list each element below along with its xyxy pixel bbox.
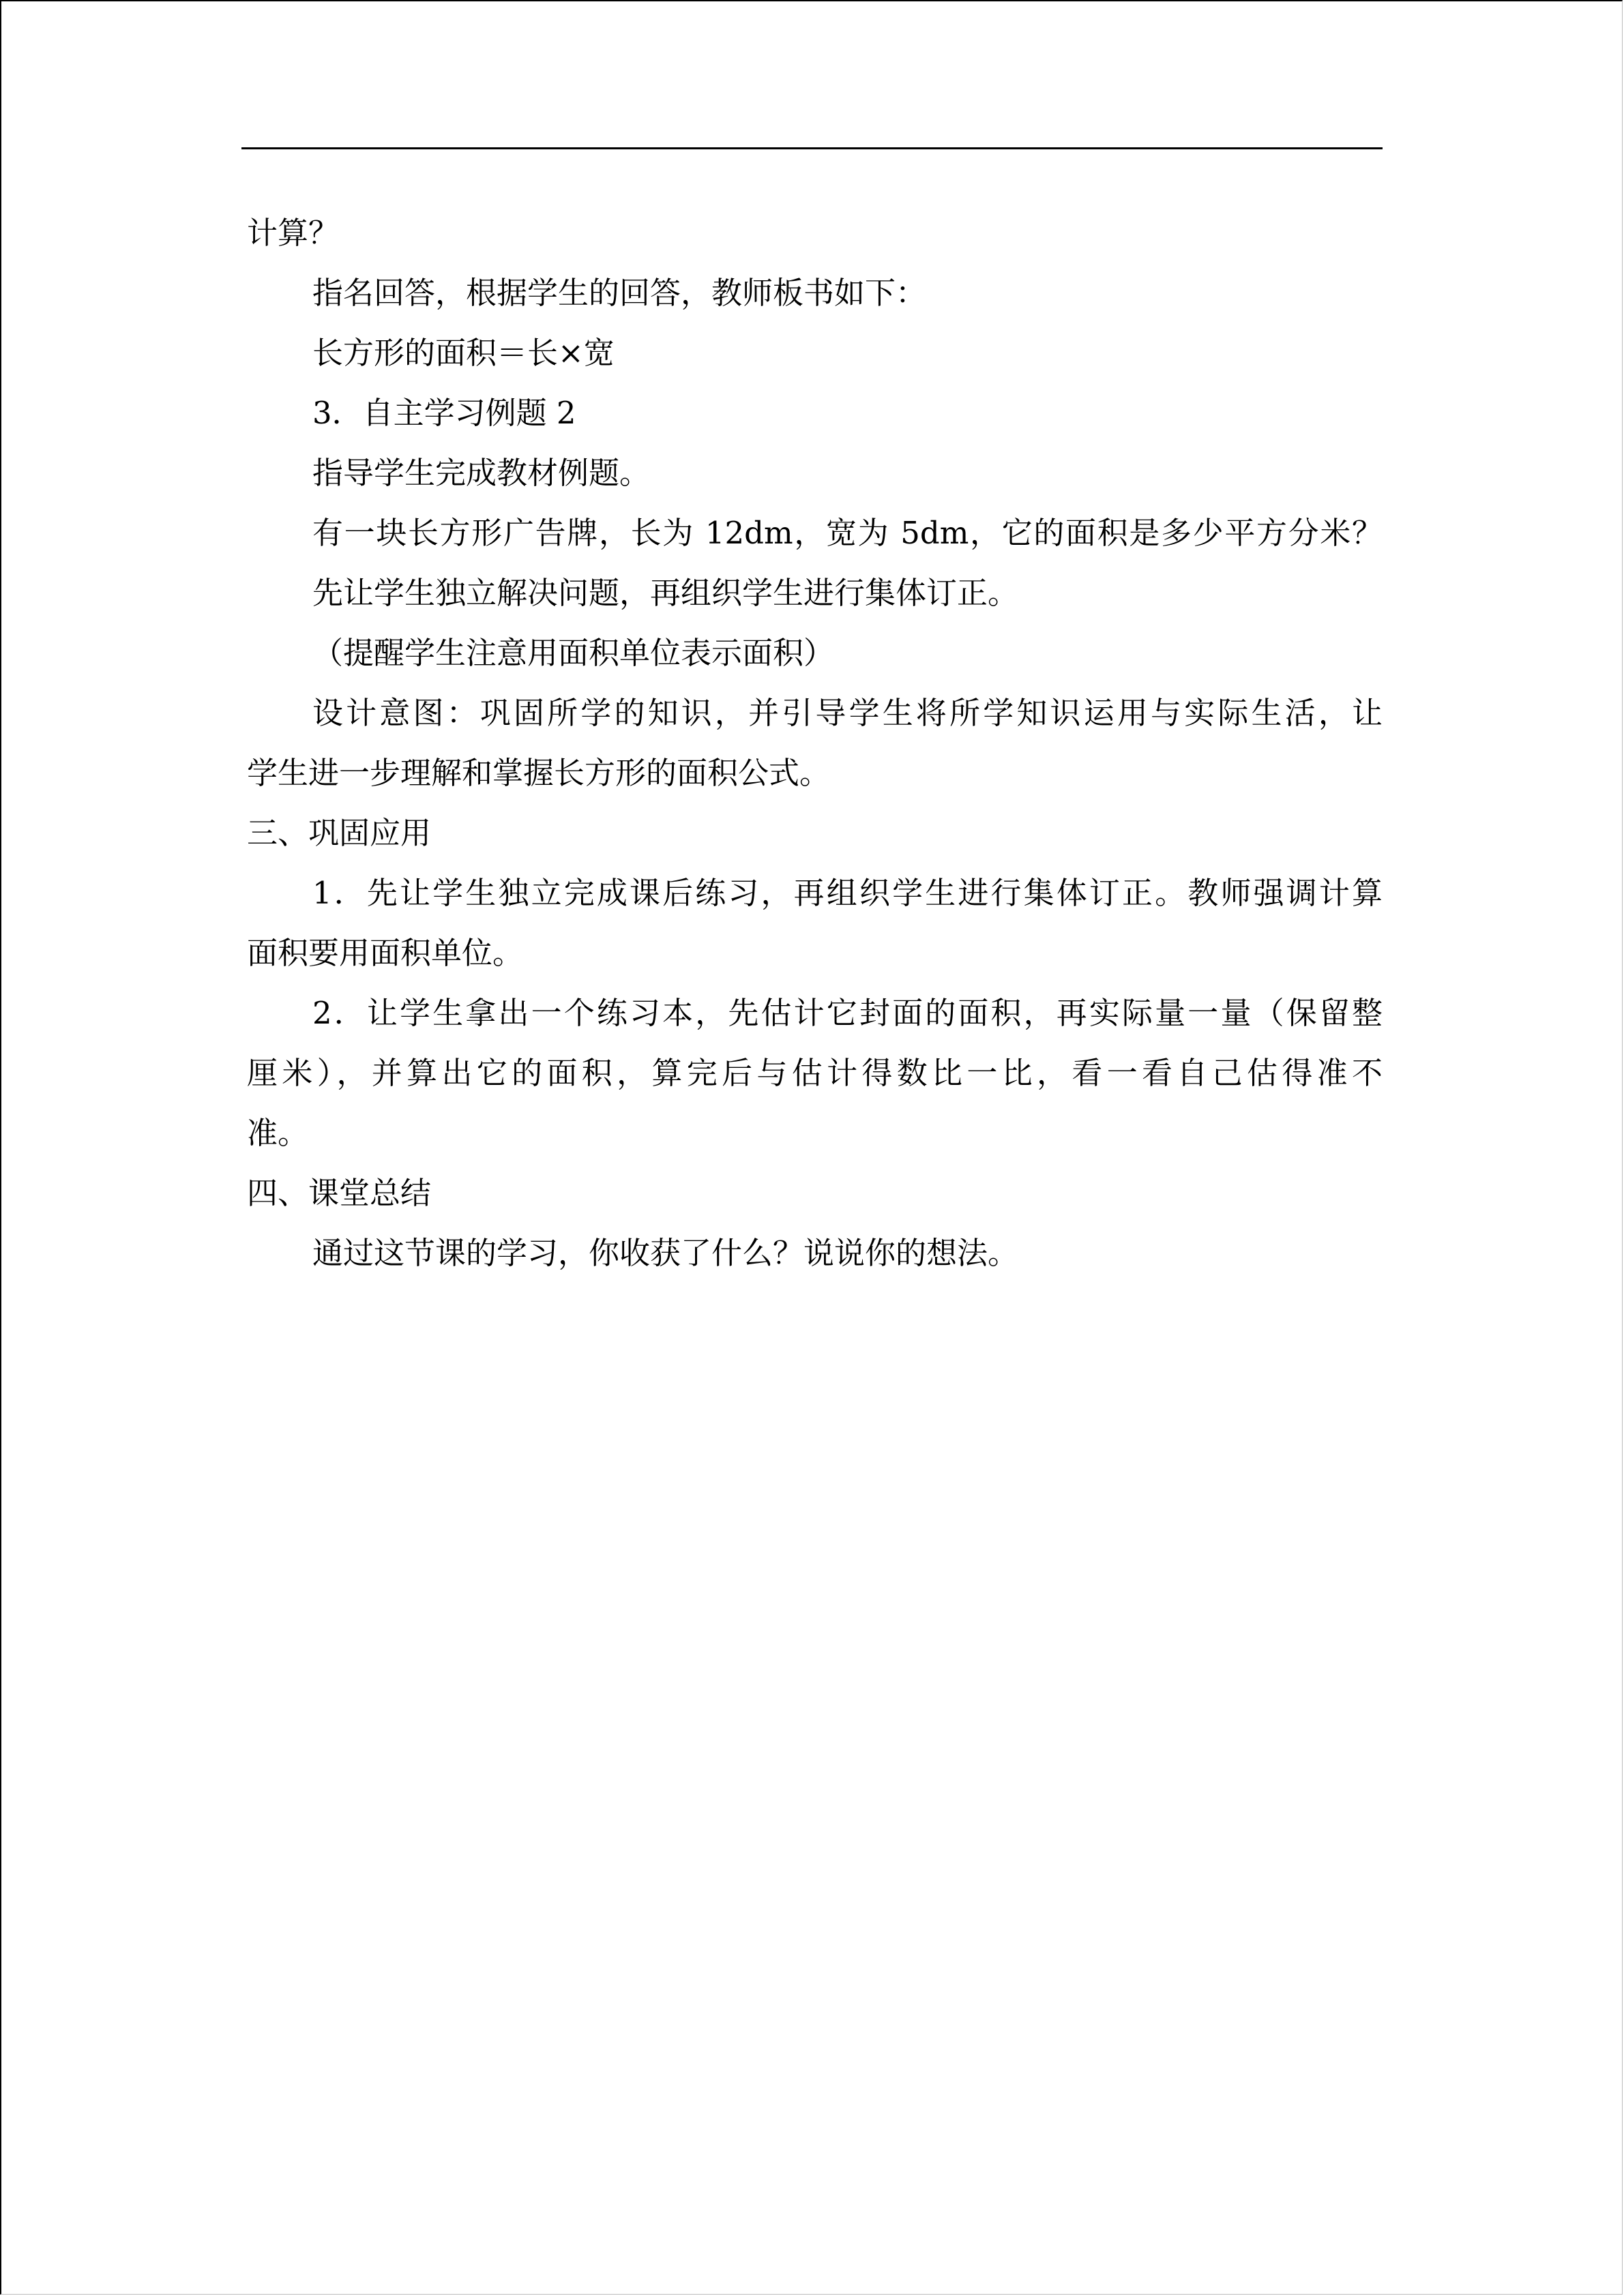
text-line: 准。: [247, 1115, 309, 1151]
text-line: 1．先让学生独立完成课后练习，再组织学生进行集体订正。教师强调计算: [312, 875, 1383, 911]
section-item-heading: 3．自主学习例题 2: [312, 395, 576, 431]
document-body: [247, 203, 1383, 1283]
text-line: 学生进一步理解和掌握长方形的面积公式。: [247, 755, 831, 791]
header-rule: [241, 147, 1383, 149]
text-line: 计算？: [247, 215, 340, 251]
text-line: 指导学生完成教材例题。: [312, 455, 651, 491]
text-line: 面积要用面积单位。: [247, 935, 524, 971]
text-line: 厘米），并算出它的面积，算完后与估计得数比一比，看一看自己估得准不: [247, 1055, 1383, 1091]
text-line: 2．让学生拿出一个练习本，先估计它封面的面积，再实际量一量（保留整: [312, 995, 1383, 1031]
text-line: 先让学生独立解决问题，再组织学生进行集体订正。: [312, 575, 1019, 611]
text-line: 指名回答，根据学生的回答，教师板书如下：: [312, 275, 927, 311]
section-heading: 三、巩固应用: [247, 815, 432, 851]
section-heading: 四、课堂总结: [247, 1175, 432, 1211]
text-line: 长方形的面积＝长×宽: [312, 335, 615, 371]
text-line: 通过这节课的学习，你收获了什么？说说你的想法。: [312, 1235, 1019, 1271]
text-line: 有一块长方形广告牌，长为 12dm，宽为 5dm，它的面积是多少平方分米？: [312, 515, 1383, 551]
text-line: （提醒学生注意用面积单位表示面积）: [312, 635, 835, 671]
text-line: 设计意图：巩固所学的知识，并引导学生将所学知识运用与实际生活，让: [312, 695, 1383, 731]
